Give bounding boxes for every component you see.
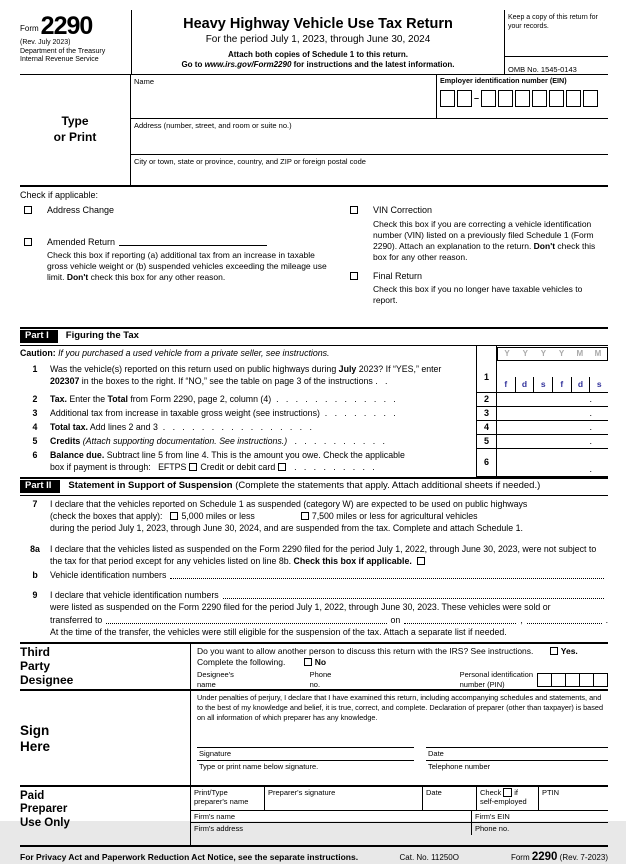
line3-text: 3 Additional tax from increase in taxable gross weight (see instructions) . . . . . . . .	[32, 408, 396, 419]
line4-text: 4 Total tax. Add lines 2 and 3 . . . . . . . . . . . . . . . .	[32, 422, 312, 433]
caution-note: Caution: If you purchased a used vehicle from a private seller, see instructions.	[20, 348, 330, 359]
form-footer	[20, 845, 608, 864]
amended-return-option[interactable]: Amended Return	[20, 237, 332, 248]
ein-digit-box[interactable]	[457, 90, 472, 107]
line2-amount-box[interactable]: .	[496, 393, 608, 407]
amended-return-blank[interactable]	[119, 237, 267, 246]
third-party-question: Do you want to allow another person to discuss this return with the IRS? See instructions. Yes. Complete the following. No	[197, 646, 578, 667]
form-title: Heavy Highway Vehicle Use Tax Return	[183, 16, 453, 32]
attach-instruction: Attach both copies of Schedule 1 to this return.	[227, 49, 408, 59]
name-field[interactable]: Name	[134, 77, 155, 86]
irs-url: www.irs.gov/Form2290	[204, 59, 292, 69]
amended-return-checkbox[interactable]	[24, 238, 32, 246]
designee-yes-checkbox[interactable]	[550, 647, 558, 655]
part1-title: Figuring the Tax	[65, 330, 139, 342]
form-period: For the period July 1, 2023, through June 30, 2024	[205, 34, 431, 46]
address-change-checkbox[interactable]	[24, 206, 32, 214]
footer-form-id: Form 2290 (Rev. 7-2023)	[510, 851, 608, 864]
ein-digit-box[interactable]	[515, 90, 530, 107]
5000-miles-checkbox[interactable]	[170, 512, 178, 520]
goto-instruction: Go to www.irs.gov/Form2290 for instructions and the latest information.	[181, 59, 455, 69]
final-return-checkbox[interactable]	[350, 272, 358, 280]
firm-phone-field[interactable]: Phone no.	[471, 823, 608, 835]
vin-correction-description: Check this box if you are correcting a vehicle identification number (VIN) listed on a previously filed Schedule 1 (Form 2290). Attach an explanation to the return. Don't check this box for any other reason.	[373, 218, 596, 262]
line9-row4: At the time of the transfer, the vehicles were still eligible for the suspension of the tax. Attach a separate list if needed.	[50, 627, 507, 638]
omb-number: OMB No. 1545-0143	[508, 64, 577, 74]
ein-label: Employer identification number (EIN)	[440, 76, 567, 85]
vin-correction-option[interactable]: VIN Correction	[346, 205, 608, 216]
third-party-label: Third Party Designee	[20, 645, 74, 687]
vin-correction-checkbox[interactable]	[350, 206, 358, 214]
address-change-option[interactable]: Address Change	[20, 205, 332, 216]
ein-digit-box[interactable]	[481, 90, 496, 107]
ein-digit-box[interactable]	[549, 90, 564, 107]
paid-preparer-section	[20, 785, 608, 845]
firm-ein-field[interactable]: Firm's EIN	[471, 811, 608, 822]
transfer-date-fill[interactable]	[404, 615, 516, 624]
ptin-field[interactable]: PTIN	[538, 787, 608, 810]
line1-text: 1 Was the vehicle(s) reported on this return used on public highways during July 2023? If “YES,” enter 202307 in the boxes to the right. If “NO,” see the table on page 3 of the instructions . .	[32, 364, 442, 386]
preparer-signature-field[interactable]: Preparer's signature	[264, 787, 422, 810]
pin-digit-box[interactable]	[537, 673, 552, 687]
final-return-description: Check this box if you no longer have taxable vehicles to report.	[373, 283, 583, 305]
type-or-print-label: Type or Print	[53, 114, 97, 144]
ein-digit-boxes[interactable]	[440, 90, 605, 107]
self-employed-field[interactable]: Check if self-employed	[476, 787, 538, 810]
form-title-block	[132, 10, 504, 74]
paid-preparer-body	[190, 787, 608, 845]
firm-address-field[interactable]: Firm's address	[194, 824, 243, 834]
pin-digit-box[interactable]	[565, 673, 580, 687]
line3-amount-box[interactable]: .	[496, 407, 608, 421]
line8a: 8a I declare that the vehicles listed as suspended on the Form 2290 filed for the period July 1, 2022, through June 30, 2023, were not subject to the tax for that period except for any vehicles listed on line 8b. Check this box if applicable.	[30, 543, 597, 566]
designee-pin-field[interactable]: Personal identification number (PIN)	[460, 670, 608, 690]
line3-number: 3	[476, 407, 496, 421]
part2-body	[20, 499, 608, 639]
vin-numbers-fill-9[interactable]	[223, 590, 604, 599]
ein-digit-box[interactable]	[440, 90, 455, 107]
line8a-checkbox[interactable]	[417, 557, 425, 565]
irs-name: Internal Revenue Service	[20, 56, 99, 64]
eftps-checkbox[interactable]	[189, 463, 197, 471]
vin-numbers-fill-8b[interactable]	[170, 570, 604, 579]
part2-header: Part II Statement in Support of Suspension (Complete the statements that apply. Attach additional sheets if needed.)	[20, 477, 608, 496]
type-or-print-section	[20, 74, 608, 187]
line6-amount-box[interactable]: .	[496, 449, 608, 477]
form-revision: (Rev. July 2023)	[20, 39, 71, 47]
line9-row1: 9 I declare that vehicle identification numbers	[20, 590, 608, 601]
self-employed-checkbox[interactable]	[503, 788, 512, 797]
paid-preparer-label: Paid Preparer Use Only	[20, 790, 70, 829]
date-format-header: Y Y Y Y M M	[497, 347, 608, 361]
preparer-name-field[interactable]: Print/Type preparer's name	[194, 788, 249, 807]
address-field[interactable]: Address (number, street, and room or suite no.)	[131, 119, 608, 155]
perjury-statement: Under penalties of perjury, I declare that I have examined this return, including accompanying schedules and statements, and to the best of my knowledge and belief, it is true, correct, and complete. Declaration of preparer (other than taxpayer) is based on all information of which preparer has any knowledge.	[197, 693, 604, 722]
part1-header	[20, 327, 608, 346]
check-right-column	[346, 205, 608, 327]
7500-miles-checkbox[interactable]	[301, 512, 309, 520]
taxpayer-fields	[130, 75, 608, 185]
transferred-to-fill[interactable]	[106, 615, 386, 624]
part1-table	[20, 346, 608, 477]
line9-row2: were listed as suspended on the Form 2290 filed for the period July 1, 2022, through June 30, 2023. These vehicles were sold or	[50, 602, 551, 613]
line7: 7 I declare that the vehicles reported on Schedule 1 as suspended (category W) are expected to be used on public highways (check the boxes that apply): 5,000 miles or less 7,500 miles or less for agricultural vehicles during the period July 1, 2023, through June 30, 2024, and are suspended from the tax. Complete and attach Schedule 1.	[32, 499, 528, 533]
sign-here-section	[20, 689, 608, 785]
ein-digit-box[interactable]	[498, 90, 513, 107]
sign-here-body	[190, 691, 608, 785]
omb-block	[504, 10, 608, 74]
line6-number: 6	[476, 449, 496, 477]
line4-number: 4	[476, 421, 496, 435]
signature-block[interactable]: Signature Type or print name below signature.	[197, 747, 414, 774]
line8b: b Vehicle identification numbers	[20, 570, 608, 581]
ein-field[interactable]	[436, 75, 608, 118]
form-number: 2290	[40, 12, 93, 40]
part2-chip: Part II	[20, 480, 60, 493]
line5-text: 5 Credits (Attach supporting documentation. See instructions.) . . . . . . . . . .	[32, 436, 385, 447]
form-header	[20, 10, 608, 74]
designee-no-checkbox[interactable]	[304, 658, 312, 666]
line6-text: 6 Balance due. Subtract line 5 from line 4. This is the amount you owe. Check the applicable box if payment is through: EFTPS Credit or debit card . . . . . . . . .	[32, 450, 405, 472]
line2-text: 2 Tax. Enter the Total from Form 2290, page 2, column (4) . . . . . . . . . . . . .	[32, 394, 396, 405]
privacy-act-notice: For Privacy Act and Paperwork Reduction Act Notice, see the separate instructions.	[20, 852, 359, 863]
line2-number: 2	[476, 393, 496, 407]
part1-chip: Part I	[20, 330, 58, 343]
pin-digit-box[interactable]	[579, 673, 594, 687]
check-applicable-title: Check if applicable:	[20, 190, 99, 200]
designee-name-field[interactable]: Designee's name	[197, 670, 234, 690]
line9-row3: transferred to on , .	[50, 615, 609, 626]
sign-date-block[interactable]: Date Telephone number	[426, 747, 608, 774]
pin-digit-box[interactable]	[551, 673, 566, 687]
part2-title: Statement in Support of Suspension	[68, 480, 233, 492]
transfer-year-fill[interactable]	[527, 615, 602, 624]
designee-phone-field[interactable]: Phone no.	[309, 670, 332, 690]
catalog-number: Cat. No. 11250O	[399, 853, 459, 863]
final-return-option[interactable]: Final Return	[346, 271, 608, 282]
pin-digit-box[interactable]	[593, 673, 608, 687]
third-party-designee-section	[20, 642, 608, 689]
ein-digit-box[interactable]	[583, 90, 598, 107]
city-field[interactable]: City or town, state or province, country, and ZIP or foreign postal code	[134, 157, 366, 166]
ein-dash: –	[474, 92, 480, 103]
check-if-applicable-section	[20, 187, 608, 327]
keep-copy-note: Keep a copy of this return for your records.	[505, 10, 608, 57]
line1-date-entry[interactable]: f d s f d s	[496, 363, 608, 393]
form-id-block	[20, 10, 132, 74]
firm-name-field[interactable]: Firm's name	[194, 812, 236, 822]
form-word: Form	[20, 24, 39, 34]
amended-return-description: Check this box if reporting (a) additional tax from an increase in taxable gross vehicle weight or (b) suspended vehicles exceeding the mileage use limit. Don't check this box for any other reason.	[47, 249, 327, 282]
pin-boxes[interactable]	[538, 673, 608, 687]
ein-digit-box[interactable]	[532, 90, 547, 107]
credit-debit-checkbox[interactable]	[278, 463, 286, 471]
check-left-column	[20, 205, 346, 327]
ein-digit-box[interactable]	[566, 90, 581, 107]
line4-amount-box[interactable]: .	[496, 421, 608, 435]
dept-treasury: Department of the Treasury	[20, 48, 106, 55]
sign-here-label: Sign Here	[20, 723, 51, 754]
line1-number: 1	[476, 363, 496, 393]
preparer-date-field[interactable]: Date	[422, 787, 476, 810]
third-party-body	[190, 644, 608, 689]
line5-amount-box[interactable]: .	[496, 435, 608, 449]
line5-number: 5	[476, 435, 496, 449]
